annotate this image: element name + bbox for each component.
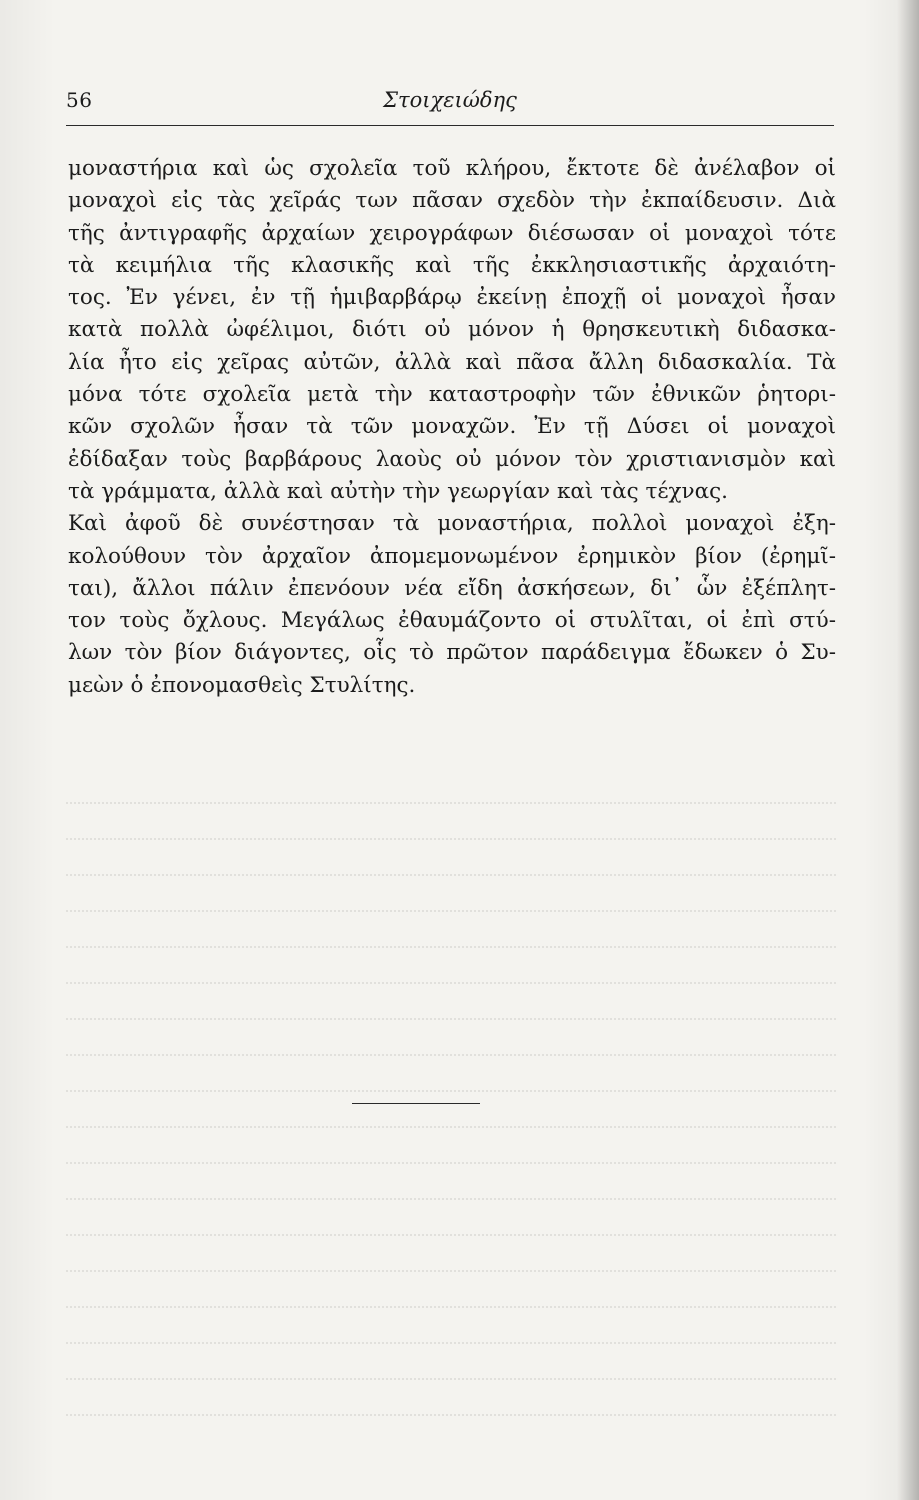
- header-rule: [66, 125, 834, 126]
- show-through-text: [66, 770, 836, 1410]
- text-line: κῶν σχολῶν ἦσαν τὰ τῶν μοναχῶν. Ἐν τῇ Δύσει οἱ μοναχοὶ: [68, 414, 836, 440]
- text-line: μεὼν ὁ ἐπονομασθεὶς Στυλίτης.: [68, 672, 416, 698]
- text-line: κατὰ πολλὰ ὠφέλιμοι, διότι οὐ μόνον ἡ θρησκευτικὴ διδασκα-: [68, 317, 836, 343]
- text-line: τὰ κειμήλια τῆς κλασικῆς καὶ τῆς ἐκκλησιαστικῆς ἀρχαιότη-: [68, 252, 836, 278]
- text-line: τῆς ἀντιγραφῆς ἀρχαίων χειρογράφων διέσωσαν οἱ μοναχοὶ τότε: [68, 220, 836, 246]
- running-head: Στοιχειώδης: [383, 88, 517, 112]
- text-line: ἐδίδαξαν τοὺς βαρβάρους λαοὺς οὐ μόνον τὸν χριστιανισμὸν καὶ: [68, 446, 836, 472]
- text-line: μόνα τότε σχολεῖα μετὰ τὴν καταστροφὴν τῶν ἐθνικῶν ῥητορι-: [68, 382, 836, 408]
- text-line: λων τὸν βίον διάγοντες, οἷς τὸ πρῶτον παράδειγμα ἔδωκεν ὁ Συ-: [68, 640, 836, 666]
- text-line: λία ἦτο εἰς χεῖρας αὐτῶν, ἀλλὰ καὶ πᾶσα ἄλλη διδασκαλία. Τὰ: [68, 349, 836, 375]
- text-line: ται), ἄλλοι πάλιν ἐπενόουν νέα εἴδη ἀσκήσεων, δι᾽ ὧν ἐξέπλητ-: [68, 575, 836, 601]
- text-line: μοναχοὶ εἰς τὰς χεῖράς των πᾶσαν σχεδὸν τὴν ἐκπαίδευσιν. Διὰ: [68, 188, 836, 214]
- text-line: τος. Ἐν γένει, ἐν τῇ ἡμιβαρβάρῳ ἐκείνῃ ἐποχῇ οἱ μοναχοὶ ἦσαν: [68, 285, 836, 311]
- page-header: [66, 88, 834, 118]
- text-line: κολούθουν τὸν ἀρχαῖον ἀπομεμονωμένον ἐρημικὸν βίον (ἐρημῖ-: [68, 543, 836, 569]
- text-line: Καὶ ἀφοῦ δὲ συνέστησαν τὰ μοναστήρια, πολλοὶ μοναχοὶ ἐξη-: [68, 511, 836, 537]
- page-edge-shadow: [897, 0, 919, 1500]
- text-line: μοναστήρια καὶ ὡς σχολεῖα τοῦ κλήρου, ἔκτοτε δὲ ἀνέλαβον οἱ: [68, 156, 836, 181]
- page-number: 56: [66, 88, 93, 112]
- section-divider: [352, 1103, 480, 1104]
- body-text: [68, 153, 836, 702]
- text-line: τὰ γράμματα, ἀλλὰ καὶ αὐτὴν τὴν γεωργίαν καὶ τὰς τέχνας.: [68, 478, 728, 504]
- text-line: τον τοὺς ὄχλους. Μεγάλως ἐθαυμάζοντο οἱ στυλῖται, οἱ ἐπὶ στύ-: [68, 608, 836, 634]
